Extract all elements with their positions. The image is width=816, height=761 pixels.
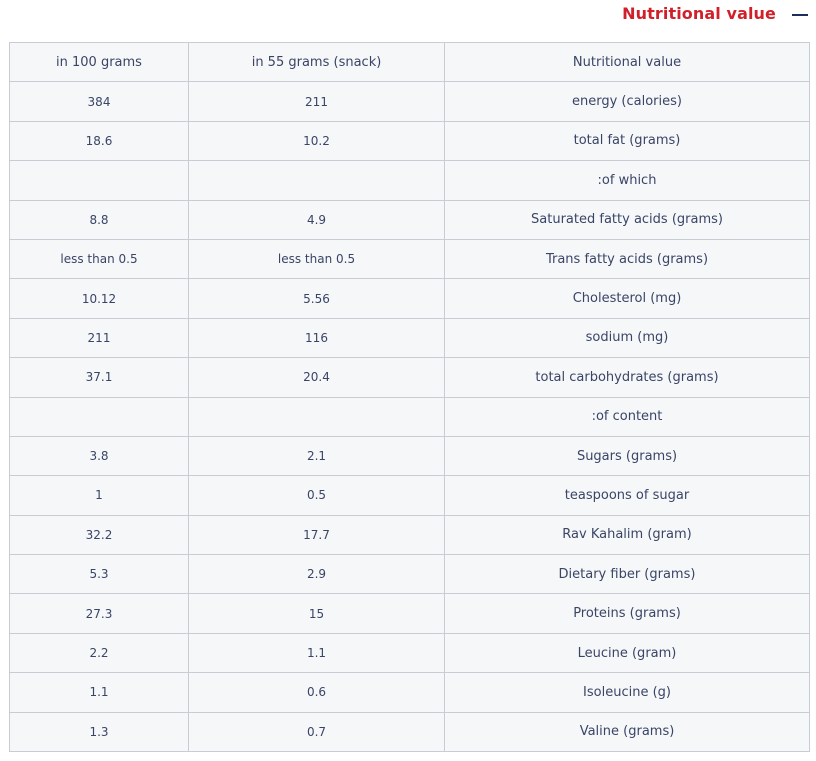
table-row bbox=[10, 200, 810, 239]
table-row bbox=[10, 436, 810, 475]
cell-per-100g: 5.3 bbox=[10, 555, 189, 594]
table-row bbox=[10, 712, 810, 751]
cell-per-100g: 384 bbox=[10, 82, 189, 121]
table-row bbox=[10, 397, 810, 436]
table-row bbox=[10, 555, 810, 594]
table-row bbox=[10, 318, 810, 357]
cell-nutrient: Rav Kahalim (gram) bbox=[445, 515, 810, 554]
table-row bbox=[10, 476, 810, 515]
cell-per-100g: 211 bbox=[10, 318, 189, 357]
cell-per-100g: 1.3 bbox=[10, 712, 189, 751]
cell-per-100g: 18.6 bbox=[10, 121, 189, 160]
cell-per-100g: 10.12 bbox=[10, 279, 189, 318]
cell-per-55g: 211 bbox=[189, 82, 445, 121]
cell-nutrient: Valine (grams) bbox=[445, 712, 810, 751]
cell-nutrient: Sugars (grams) bbox=[445, 436, 810, 475]
table-row bbox=[10, 239, 810, 278]
cell-per-55g: 15 bbox=[189, 594, 445, 633]
cell-nutrient: total fat (grams) bbox=[445, 121, 810, 160]
cell-nutrient: Proteins (grams) bbox=[445, 594, 810, 633]
cell-nutrient: Leucine (gram) bbox=[445, 633, 810, 672]
cell-nutrient: total carbohydrates (grams) bbox=[445, 358, 810, 397]
nutrition-table bbox=[9, 42, 810, 752]
table-row bbox=[10, 358, 810, 397]
cell-per-55g: 0.6 bbox=[189, 673, 445, 712]
cell-per-100g: 32.2 bbox=[10, 515, 189, 554]
table-header-row bbox=[10, 43, 810, 82]
table-row bbox=[10, 82, 810, 121]
cell-nutrient: Trans fatty acids (grams) bbox=[445, 239, 810, 278]
cell-per-55g: 2.9 bbox=[189, 555, 445, 594]
cell-nutrient: energy (calories) bbox=[445, 82, 810, 121]
table-row bbox=[10, 633, 810, 672]
cell-per-55g bbox=[189, 161, 445, 200]
minus-icon[interactable] bbox=[792, 12, 808, 24]
table-row bbox=[10, 279, 810, 318]
cell-per-100g bbox=[10, 161, 189, 200]
cell-per-55g: 5.56 bbox=[189, 279, 445, 318]
table-row bbox=[10, 515, 810, 554]
cell-per-55g: 116 bbox=[189, 318, 445, 357]
cell-per-55g: less than 0.5 bbox=[189, 239, 445, 278]
cell-per-55g: 1.1 bbox=[189, 633, 445, 672]
cell-nutrient: :of which bbox=[445, 161, 810, 200]
column-header-per-55g: in 55 grams (snack) bbox=[189, 43, 445, 82]
cell-per-55g bbox=[189, 397, 445, 436]
cell-per-100g bbox=[10, 397, 189, 436]
cell-nutrient: teaspoons of sugar bbox=[445, 476, 810, 515]
cell-per-55g: 20.4 bbox=[189, 358, 445, 397]
cell-per-55g: 17.7 bbox=[189, 515, 445, 554]
section-title[interactable]: Nutritional value bbox=[622, 4, 776, 23]
section-header[interactable] bbox=[0, 0, 816, 42]
column-header-nutrient: Nutritional value bbox=[445, 43, 810, 82]
cell-per-55g: 2.1 bbox=[189, 436, 445, 475]
cell-per-55g: 4.9 bbox=[189, 200, 445, 239]
cell-per-55g: 0.7 bbox=[189, 712, 445, 751]
cell-nutrient: Dietary fiber (grams) bbox=[445, 555, 810, 594]
table-row bbox=[10, 673, 810, 712]
cell-nutrient: Cholesterol (mg) bbox=[445, 279, 810, 318]
cell-per-100g: 27.3 bbox=[10, 594, 189, 633]
nutrition-table-container bbox=[9, 42, 809, 752]
cell-nutrient: sodium (mg) bbox=[445, 318, 810, 357]
cell-nutrient: Isoleucine (g) bbox=[445, 673, 810, 712]
cell-nutrient: :of content bbox=[445, 397, 810, 436]
cell-per-55g: 0.5 bbox=[189, 476, 445, 515]
cell-per-100g: less than 0.5 bbox=[10, 239, 189, 278]
cell-per-100g: 37.1 bbox=[10, 358, 189, 397]
cell-per-100g: 8.8 bbox=[10, 200, 189, 239]
table-row bbox=[10, 161, 810, 200]
cell-per-100g: 3.8 bbox=[10, 436, 189, 475]
cell-per-100g: 1.1 bbox=[10, 673, 189, 712]
cell-per-100g: 1 bbox=[10, 476, 189, 515]
table-row bbox=[10, 121, 810, 160]
cell-per-55g: 10.2 bbox=[189, 121, 445, 160]
column-header-per-100g: in 100 grams bbox=[10, 43, 189, 82]
cell-nutrient: Saturated fatty acids (grams) bbox=[445, 200, 810, 239]
table-row bbox=[10, 594, 810, 633]
cell-per-100g: 2.2 bbox=[10, 633, 189, 672]
